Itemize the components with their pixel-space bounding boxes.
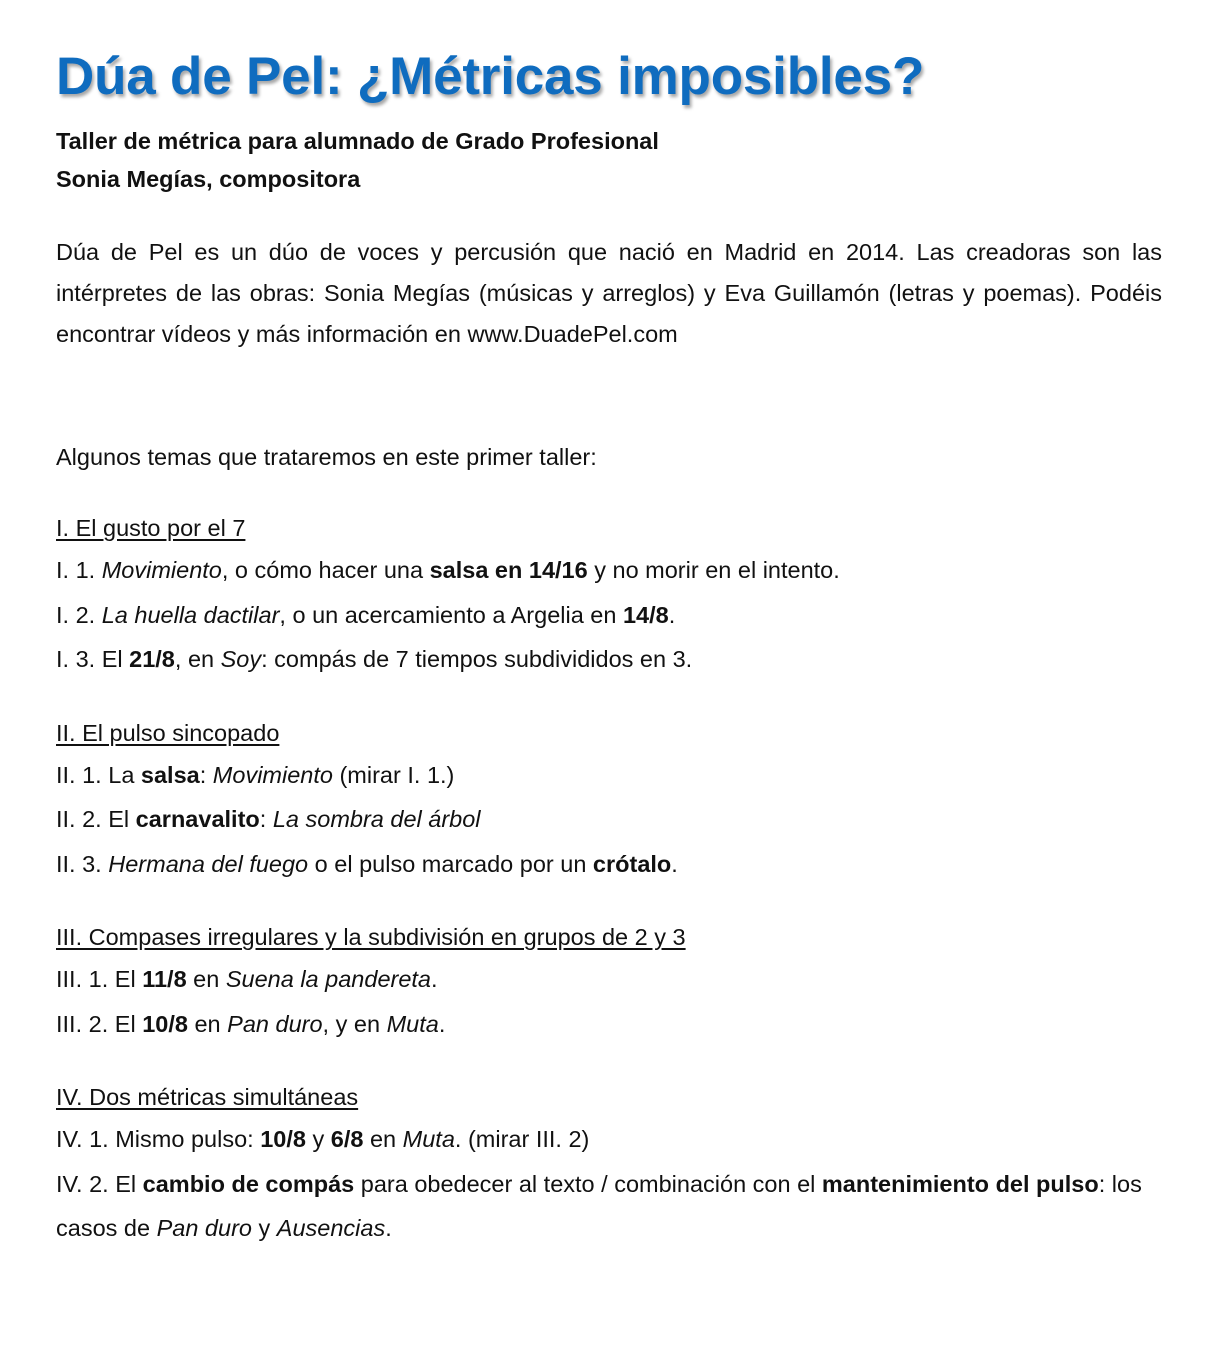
emphasis: cambio de compás bbox=[142, 1170, 355, 1197]
emphasis: 14/8 bbox=[622, 601, 669, 628]
item-text: II. 3. bbox=[56, 850, 109, 877]
list-item bbox=[56, 753, 1162, 798]
item-text: para obedecer al texto / combinación con el bbox=[354, 1170, 822, 1197]
emphasis: carnavalito bbox=[135, 806, 260, 833]
item-text: . bbox=[668, 601, 676, 628]
item-text: , o un acercamiento a Argelia en bbox=[279, 601, 623, 628]
item-text: , y en bbox=[322, 1010, 387, 1037]
emphasis: 21/8 bbox=[129, 646, 175, 673]
list-item bbox=[56, 1162, 1162, 1251]
list-item bbox=[56, 797, 1162, 842]
work-title: Hermana del fuego bbox=[108, 850, 309, 877]
item-text: : bbox=[259, 806, 273, 833]
item-text: I. 3. El bbox=[56, 646, 130, 673]
work-title: Muta bbox=[402, 1126, 455, 1153]
item-text: II. 1. La bbox=[56, 761, 141, 788]
work-title: Soy bbox=[220, 646, 262, 673]
item-text: : bbox=[199, 761, 213, 788]
list-item bbox=[56, 1117, 1162, 1162]
item-text: y bbox=[305, 1126, 331, 1153]
work-title: Pan duro bbox=[156, 1215, 252, 1242]
list-item bbox=[56, 842, 1162, 887]
list-item bbox=[56, 593, 1162, 638]
section-1 bbox=[56, 508, 1162, 682]
item-text: : los casos de bbox=[56, 1170, 1142, 1242]
work-title: Ausencias bbox=[276, 1215, 386, 1242]
item-text: , en bbox=[174, 646, 221, 673]
section-2 bbox=[56, 713, 1162, 887]
emphasis: 10/8 bbox=[260, 1126, 306, 1153]
list-item bbox=[56, 957, 1162, 1002]
work-title: Movimiento bbox=[212, 761, 333, 788]
list-item bbox=[56, 637, 1162, 682]
emphasis: mantenimiento del pulso bbox=[821, 1170, 1099, 1197]
item-text: : compás de 7 tiempos subdivididos en 3. bbox=[261, 646, 693, 673]
intro-paragraph: Dúa de Pel es un dúo de voces y percusión que nació en Madrid en 2014. Las creadoras son las intérpretes de las obras: Sonia Megías (músicas y arreglos) y Eva Guillamón (letras y poemas). Podéis encontrar vídeos y más información en www.DuadePel.com bbox=[56, 239, 1162, 348]
item-text: o el pulso marcado por un bbox=[308, 850, 593, 877]
item-text: I. 2. bbox=[56, 601, 102, 628]
section-heading: II. El pulso sincopado bbox=[56, 719, 280, 746]
section-heading: III. Compases irregulares y la subdivisión en grupos de 2 y 3 bbox=[56, 924, 686, 951]
item-text: . bbox=[431, 966, 438, 993]
item-text: . bbox=[385, 1215, 392, 1242]
emphasis: 10/8 bbox=[142, 1010, 188, 1037]
item-text: IV. 2. El bbox=[56, 1170, 143, 1197]
emphasis: 11/8 bbox=[142, 966, 187, 993]
document-title: Dúa de Pel: ¿Métricas imposibles? bbox=[56, 47, 925, 106]
item-text: III. 2. El bbox=[56, 1010, 143, 1037]
subtitle-line-workshop: Taller de métrica para alumnado de Grado Profesional bbox=[56, 128, 659, 155]
emphasis: crótalo bbox=[592, 850, 672, 877]
emphasis: salsa bbox=[140, 761, 200, 788]
item-text: . bbox=[438, 1010, 446, 1037]
list-item bbox=[56, 548, 1162, 593]
work-title: Movimiento bbox=[101, 557, 222, 584]
item-text: (mirar I. 1.) bbox=[332, 761, 455, 788]
item-text: . (mirar III. 2) bbox=[454, 1126, 590, 1153]
item-text: I. 1. bbox=[56, 557, 102, 584]
subtitle-block bbox=[56, 122, 1162, 198]
section-3 bbox=[56, 917, 1162, 1046]
work-title: Suena la pandereta bbox=[225, 966, 432, 993]
item-text: IV. 1. Mismo pulso: bbox=[56, 1126, 261, 1153]
section-heading: IV. Dos métricas simultáneas bbox=[56, 1084, 359, 1111]
item-text: y bbox=[251, 1215, 277, 1242]
emphasis: salsa en 14/16 bbox=[429, 557, 588, 584]
work-title: La huella dactilar bbox=[101, 601, 280, 628]
item-text: en bbox=[186, 966, 226, 993]
item-text: en bbox=[363, 1126, 403, 1153]
item-text: en bbox=[187, 1010, 228, 1037]
section-heading: I. El gusto por el 7 bbox=[56, 515, 246, 542]
item-text: , o cómo hacer una bbox=[221, 557, 430, 584]
work-title: Muta bbox=[386, 1010, 439, 1037]
subtitle-line-author: Sonia Megías, compositora bbox=[56, 166, 361, 193]
item-text: III. 1. El bbox=[56, 966, 143, 993]
item-text: . bbox=[671, 850, 678, 877]
topics-intro: Algunos temas que trataremos en este primer taller: bbox=[56, 444, 597, 471]
emphasis: 6/8 bbox=[330, 1126, 364, 1153]
work-title: La sombra del árbol bbox=[272, 806, 481, 833]
section-4 bbox=[56, 1077, 1162, 1251]
item-text: y no morir en el intento. bbox=[587, 557, 840, 584]
list-item bbox=[56, 1002, 1162, 1047]
item-text: II. 2. El bbox=[56, 806, 136, 833]
work-title: Pan duro bbox=[227, 1010, 323, 1037]
